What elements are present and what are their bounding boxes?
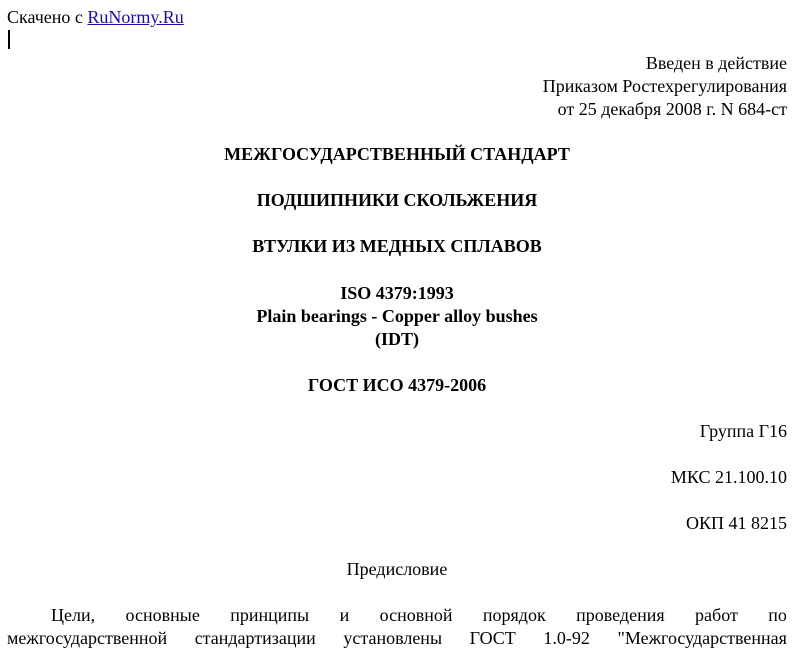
foreword-word: Цели, xyxy=(51,605,96,625)
foreword-paragraph-line-1 xyxy=(7,604,787,626)
intro-line-1: Введен в действие xyxy=(645,53,787,73)
foreword-word: и xyxy=(339,605,350,625)
intro-line-3: от 25 декабря 2008 г. N 684-ст xyxy=(557,99,787,119)
foreword-word: межгосударственной xyxy=(7,628,168,648)
foreword-heading: Предисловие xyxy=(346,559,448,579)
subtitle-heading: ВТУЛКИ ИЗ МЕДНЫХ СПЛАВОВ xyxy=(252,236,542,256)
foreword-word: порядок xyxy=(482,605,546,625)
download-source-prefix: Скачено с xyxy=(7,7,88,27)
gost-number: ГОСТ ИСО 4379-2006 xyxy=(307,375,487,395)
foreword-word: проведения xyxy=(576,605,665,625)
subject-heading: ПОДШИПНИКИ СКОЛЬЖЕНИЯ xyxy=(256,190,538,210)
foreword-word: ГОСТ xyxy=(469,628,516,648)
mks-code: МКС 21.100.10 xyxy=(670,467,787,487)
standard-type-heading: МЕЖГОСУДАРСТВЕННЫЙ СТАНДАРТ xyxy=(224,144,570,164)
iso-number: ISO 4379:1993 xyxy=(340,283,454,303)
foreword-word: основной xyxy=(379,605,453,625)
intro-line-2: Приказом Ростехрегулирования xyxy=(542,76,787,96)
iso-degree: (IDT) xyxy=(375,329,419,349)
foreword-word: "Межгосударственная xyxy=(617,628,787,648)
download-source xyxy=(7,6,184,28)
download-source-link[interactable]: RuNormy.Ru xyxy=(87,7,184,27)
foreword-word: стандартизации xyxy=(194,628,316,648)
iso-title: Plain bearings - Copper alloy bushes xyxy=(256,306,538,326)
foreword-word: основные xyxy=(125,605,200,625)
foreword-word: принципы xyxy=(230,605,310,625)
group-code: Группа Г16 xyxy=(699,421,787,441)
foreword-word: работ xyxy=(695,605,738,625)
foreword-word: установлены xyxy=(343,628,443,648)
foreword-word: по xyxy=(768,605,787,625)
foreword-word: 1.0-92 xyxy=(543,628,590,648)
text-cursor xyxy=(8,30,10,49)
okp-code: ОКП 41 8215 xyxy=(685,513,787,533)
